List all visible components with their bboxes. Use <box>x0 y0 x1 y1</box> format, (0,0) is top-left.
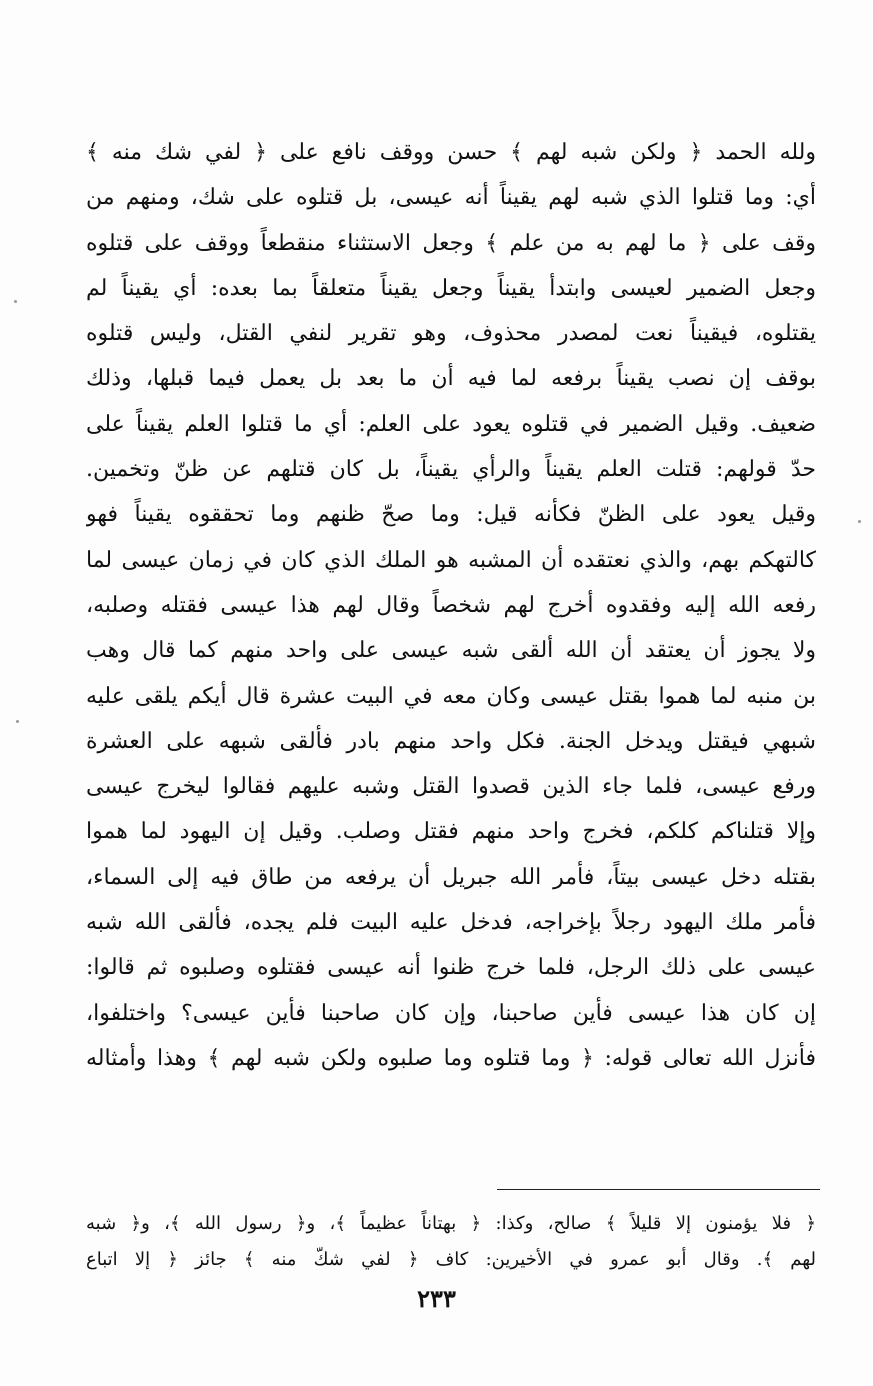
main-text-block <box>86 130 816 1081</box>
text-line: ورفع عيسى، فلما جاء الذين قصدوا القتل وشبه عليهم فقالوا ليخرج عيسى <box>86 774 816 800</box>
text-line: شبهي فيقتل ويدخل الجنة. فكل واحد منهم بادر فألقى شبهه على العشرة <box>86 728 816 754</box>
text-line: إن كان هذا عيسى فأين صاحبنا، وإن كان صاحبنا فأين عيسى؟ واختلفوا، <box>86 1000 816 1026</box>
text-line: ولا يجوز أن يعتقد أن الله ألقى شبه عيسى على واحد منهم كما قال وهب <box>86 638 816 664</box>
footnotes-block <box>86 1206 816 1278</box>
text-line: كالتهكم بهم، والذي نعتقده أن المشبه هو الملك الذي كان في زمان عيسى لما <box>86 547 816 573</box>
text-line: أي: وما قتلوا الذي شبه لهم يقيناً أنه عيسى، بل قتلوه على شك، ومنهم من <box>86 185 816 211</box>
text-line: حدّ قولهم: قتلت العلم يقيناً والرأي يقيناً، بل كان قتلهم عن ظنّ وتخمين. <box>86 457 816 483</box>
page-number: ٢٣٣ <box>417 1284 456 1313</box>
text-line: وقف على ﴿ ما لهم به من علم ﴾ وجعل الاستثناء منقطعاً ووقف على قتلوه <box>86 230 816 256</box>
text-line: بقتله دخل عيسى بيتاً، فأمر الله جبريل أن يرفعه من طاق فيه إلى السماء، <box>86 864 816 890</box>
text-line: يقتلوه، فيقيناً نعت لمصدر محذوف، وهو تقرير لنفي القتل، وليس قتلوه <box>86 321 816 347</box>
text-line: فأمر ملك اليهود رجلاً بإخراجه، فدخل عليه البيت فلم يجده، فألقى الله شبه <box>86 910 816 936</box>
text-line: بوقف إن نصب يقيناً برفعه لما فيه أن ما بعد بل يعمل فيما قبلها، وذلك <box>86 366 816 392</box>
footnote-separator <box>497 1189 820 1190</box>
scan-speck <box>858 520 861 523</box>
footnote-line: لهم ﴾. وقال أبو عمرو في الأخيرين: كاف ﴿ لفي شكّ منه ﴾ جائز ﴿ إلا اتباع <box>86 1249 816 1270</box>
text-line: ولله الحمد ﴿ ولكن شبه لهم ﴾ حسن ووقف نافع على ﴿ لفي شك منه ﴾ <box>86 140 816 165</box>
scan-speck <box>14 300 17 303</box>
text-line: ضعيف. وقيل الضمير في قتلوه يعود على العلم: أي ما قتلوا العلم يقيناً على <box>86 411 816 437</box>
footnote-line: ﴿ فلا يؤمنون إلا قليلاً ﴾ صالح، وكذا: ﴿ بهتاناً عظيماً ﴾، و﴿ رسول الله ﴾، و﴿ شبه <box>86 1213 816 1234</box>
text-line: وإلا قتلناكم كلكم، فخرج واحد منهم فقتل وصلب. وقيل إن اليهود لما هموا <box>86 819 816 845</box>
text-line: عيسى على ذلك الرجل، فلما خرج ظنوا أنه عيسى فقتلوه وصلبوه ثم قالوا: <box>86 955 816 981</box>
text-line: رفعه الله إليه وفقدوه أخرج لهم شخصاً وقال لهم هذا عيسى فقتله وصلبه، <box>86 592 816 618</box>
scan-speck <box>16 720 19 723</box>
text-line: بن منبه لما هموا بقتل عيسى وكان معه في البيت عشرة قال أيكم يلقى عليه <box>86 683 816 709</box>
text-line: وقيل يعود على الظنّ فكأنه قيل: وما صحّ ظنهم وما تحققوه يقيناً فهو <box>86 502 816 528</box>
text-line: فأنزل الله تعالى قوله: ﴿ وما قتلوه وما صلبوه ولكن شبه لهم ﴾ وهذا وأمثاله <box>86 1045 816 1071</box>
text-line: وجعل الضمير لعيسى وابتدأ يقيناً وجعل يقيناً متعلقاً بما بعده: أي يقيناً لم <box>86 275 816 301</box>
